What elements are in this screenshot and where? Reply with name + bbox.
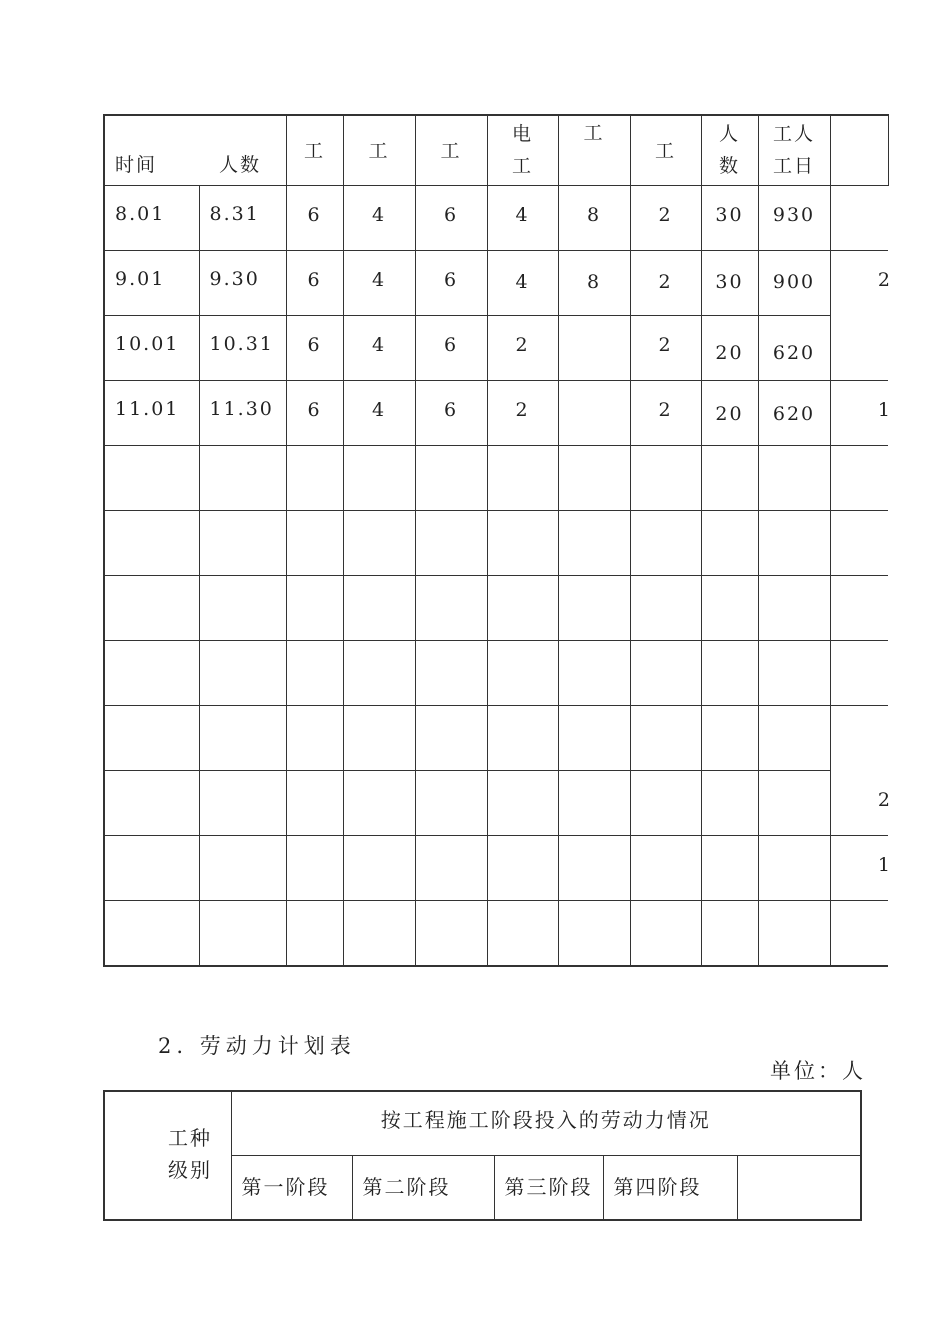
time-count-header-cell [104,115,286,186]
empty-row [104,641,888,706]
empty-row [104,576,888,641]
empty-row: 1 [104,836,888,901]
table-row: 9.01 9.30 6 4 6 4 8 2 30 900 2 [104,251,888,316]
time-label: 时间 [115,154,158,176]
stage-cell [737,1156,861,1221]
section-heading: 2. 劳动力计划表 [158,1034,356,1058]
stage-cell: 第三阶段 [494,1156,603,1221]
header-cell-people: 人 数 [701,115,758,186]
table-row: 11.01 11.30 6 4 6 2 2 20 620 1 [104,381,888,446]
empty-row [104,706,888,771]
table-row: 8.01 8.31 6 4 6 4 8 2 30 930 [104,186,888,251]
header-cell-workdays: 工人 工日 [758,115,830,186]
table-row: 10.01 10.31 6 4 6 2 2 20 620 [104,316,888,381]
labor-plan-table [103,1090,862,1221]
header-cell: 工 [415,115,487,186]
stage-cell: 第四阶段 [603,1156,737,1221]
labor-by-month-table [103,114,892,967]
count-label: 人数 [219,154,262,176]
empty-row [104,511,888,576]
trade-label: 工种 [168,1126,212,1150]
unit-label: 单位：人 [770,1059,866,1083]
header-cell: 工 [630,115,701,186]
empty-row: 2 [104,771,888,836]
header-cell-empty [830,115,888,186]
header-cell: 工 [286,115,343,186]
stage-cell: 第二阶段 [352,1156,494,1221]
trade-level-cell [104,1091,231,1220]
empty-row [104,901,888,967]
level-label: 级别 [168,1158,212,1182]
plan-header-row [104,1091,861,1156]
header-cell: 工 [558,115,630,186]
stage-span-title-cell: 按工程施工阶段投入的劳动力情况 [231,1091,861,1156]
table-header-row [104,115,888,186]
header-cell-electrician: 电 工 [487,115,558,186]
empty-row [104,446,888,511]
stage-cell: 第一阶段 [231,1156,352,1221]
header-cell: 工 [343,115,415,186]
